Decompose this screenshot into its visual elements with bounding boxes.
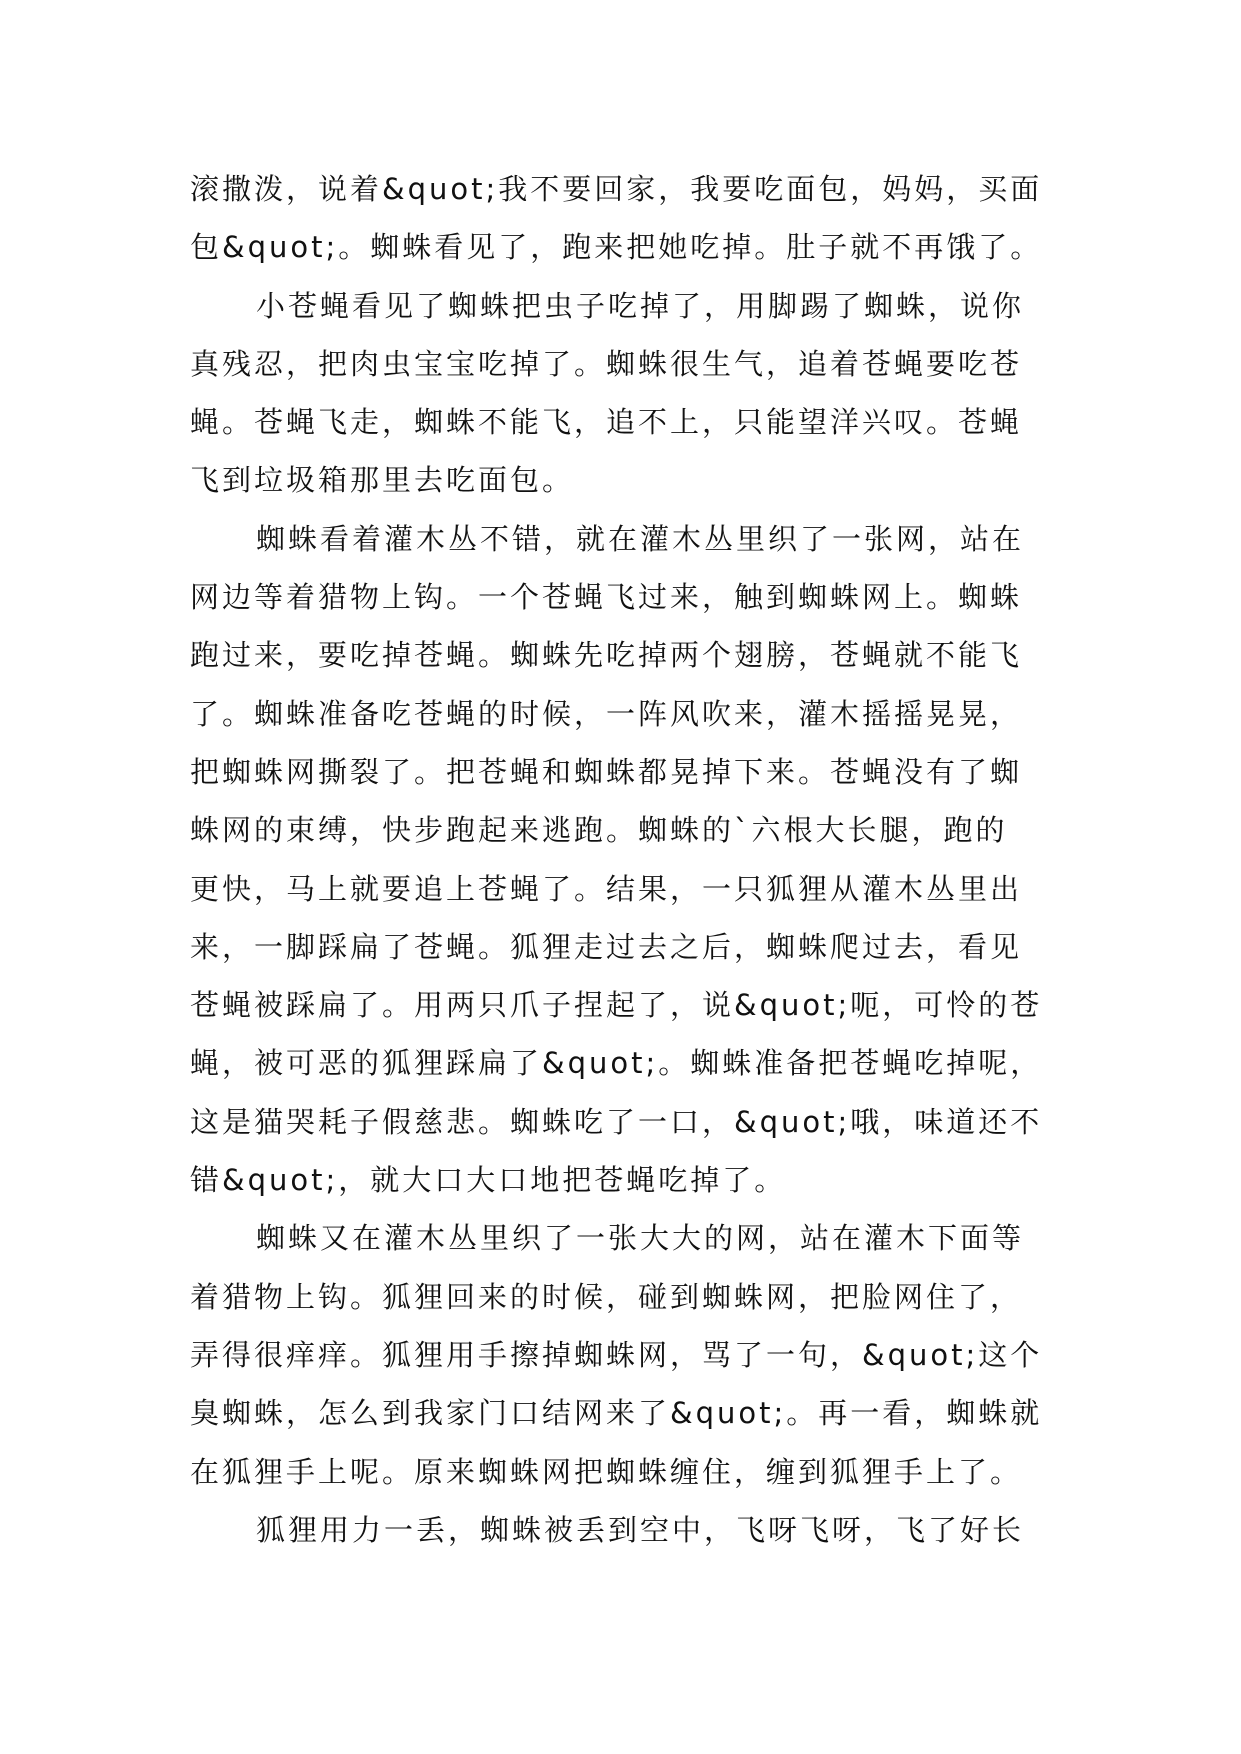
- text-line: 蝇，被可恶的狐狸踩扁了&quot;。蜘蛛准备把苍蝇吃掉呢，: [190, 1046, 1043, 1081]
- text-line: 臭蜘蛛，怎么到我家门口结网来了&quot;。再一看，蜘蛛就: [190, 1396, 1043, 1431]
- text-line: 错&quot;，就大口大口地把苍蝇吃掉了。: [190, 1163, 787, 1198]
- text-line: 跑过来，要吃掉苍蝇。蜘蛛先吃掉两个翅膀，苍蝇就不能飞: [190, 638, 1023, 673]
- text-line: 更快，马上就要追上苍蝇了。结果，一只狐狸从灌木丛里出: [190, 871, 1023, 906]
- text-line: 蛛网的束缚，快步跑起来逃跑。蜘蛛的`六根大长腿，跑的: [190, 813, 1008, 848]
- text-line: 着猎物上钩。狐狸回来的时候，碰到蜘蛛网，把脸网住了，: [190, 1279, 1023, 1314]
- paragraph-first-line: 蜘蛛看着灌木丛不错，就在灌木丛里织了一张网，站在: [256, 521, 1025, 556]
- text-line: 来，一脚踩扁了苍蝇。狐狸走过去之后，蜘蛛爬过去，看见: [190, 929, 1023, 964]
- text-line: 滚撒泼，说着&quot;我不要回家，我要吃面包，妈妈，买面: [190, 172, 1043, 206]
- text-line: 飞到垃圾箱那里去吃面包。: [190, 463, 575, 498]
- paragraph-first-line: 蜘蛛又在灌木丛里织了一张大大的网，站在灌木下面等: [256, 1221, 1025, 1256]
- text-line: 苍蝇被踩扁了。用两只爪子捏起了，说&quot;呃，可怜的苍: [190, 988, 1043, 1023]
- text-line: 蝇。苍蝇飞走，蜘蛛不能飞，追不上，只能望洋兴叹。苍蝇: [190, 405, 1023, 440]
- text-line: 这是猫哭耗子假慈悲。蜘蛛吃了一口，&quot;哦，味道还不: [190, 1104, 1043, 1139]
- text-line: 弄得很痒痒。狐狸用手擦掉蜘蛛网，骂了一句，&quot;这个: [190, 1337, 1043, 1372]
- body-text: [190, 160, 1070, 1559]
- paragraph-first-line: 狐狸用力一丢，蜘蛛被丢到空中，飞呀飞呀，飞了好长: [256, 1512, 1025, 1547]
- text-line: 把蜘蛛网撕裂了。把苍蝇和蜘蛛都晃掉下来。苍蝇没有了蜘: [190, 754, 1023, 789]
- text-line: 包&quot;。蜘蛛看见了，跑来把她吃掉。肚子就不再饿了。: [190, 230, 1043, 265]
- text-line: 在狐狸手上呢。原来蜘蛛网把蜘蛛缠住，缠到狐狸手上了。: [190, 1454, 1023, 1489]
- text-line: 了。蜘蛛准备吃苍蝇的时候，一阵风吹来，灌木摇摇晃晃，: [190, 696, 1023, 731]
- paragraph-first-line: 小苍蝇看见了蜘蛛把虫子吃掉了，用脚踢了蜘蛛，说你: [256, 288, 1025, 323]
- text-line: 网边等着猎物上钩。一个苍蝇飞过来，触到蜘蛛网上。蜘蛛: [190, 580, 1023, 615]
- text-line: 真残忍，把肉虫宝宝吃掉了。蜘蛛很生气，追着苍蝇要吃苍: [190, 346, 1023, 381]
